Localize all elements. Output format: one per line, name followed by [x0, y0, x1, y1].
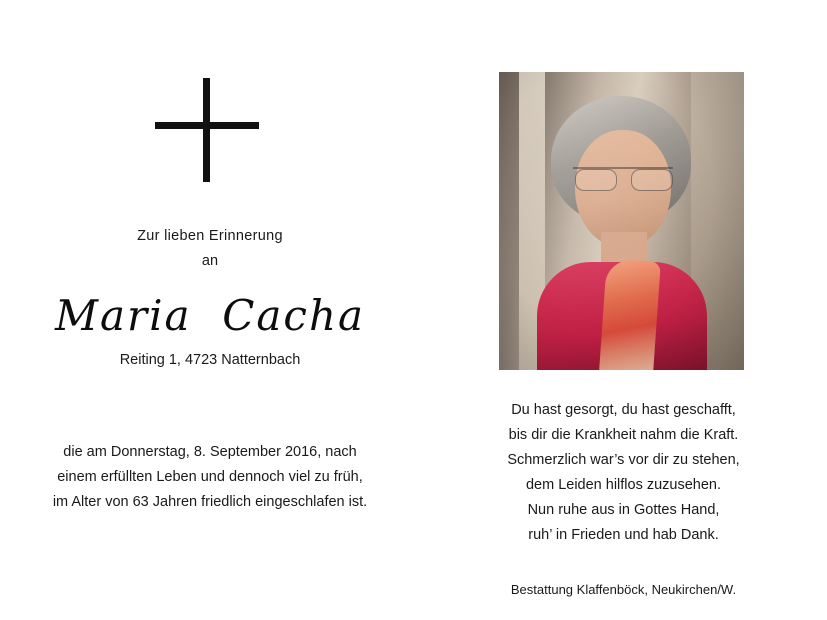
obituary-line: die am Donnerstag, 8. September 2016, nach	[63, 444, 357, 460]
memory-line-1: Zur lieben Erinnerung	[137, 228, 283, 244]
verse-line: Nun ruhe aus in Gottes Hand,	[527, 502, 720, 518]
cross-vertical-bar	[203, 78, 210, 182]
funeral-home-footer: Bestattung Klaffenböck, Neukirchen/W.	[510, 582, 737, 597]
cross-horizontal-bar	[155, 122, 259, 129]
portrait-photo	[499, 72, 744, 370]
memory-line-2: an	[201, 253, 219, 269]
verse-line: Du hast gesorgt, du hast geschafft,	[511, 402, 736, 418]
verse-line: Schmerzlich war’s vor dir zu stehen,	[507, 452, 740, 468]
address-line: Reiting 1, 4723 Natternbach	[119, 352, 301, 368]
verse-line: dem Leiden hilflos zuzusehen.	[525, 477, 722, 493]
verse-line: bis dir die Krankheit nahm die Kraft.	[508, 427, 739, 443]
obituary-line: im Alter von 63 Jahren friedlich eingeschlafen ist.	[52, 494, 368, 510]
verse-line: ruh’ in Frieden und hab Dank.	[528, 527, 719, 543]
right-panel	[420, 0, 827, 620]
deceased-name: Maria Cacha	[54, 291, 366, 340]
verse-text	[440, 398, 807, 548]
portrait-vignette	[499, 72, 744, 370]
cross-icon	[155, 78, 259, 182]
obituary-line: einem erfüllten Leben und dennoch viel zu früh,	[57, 469, 363, 485]
obituary-text	[30, 440, 390, 515]
